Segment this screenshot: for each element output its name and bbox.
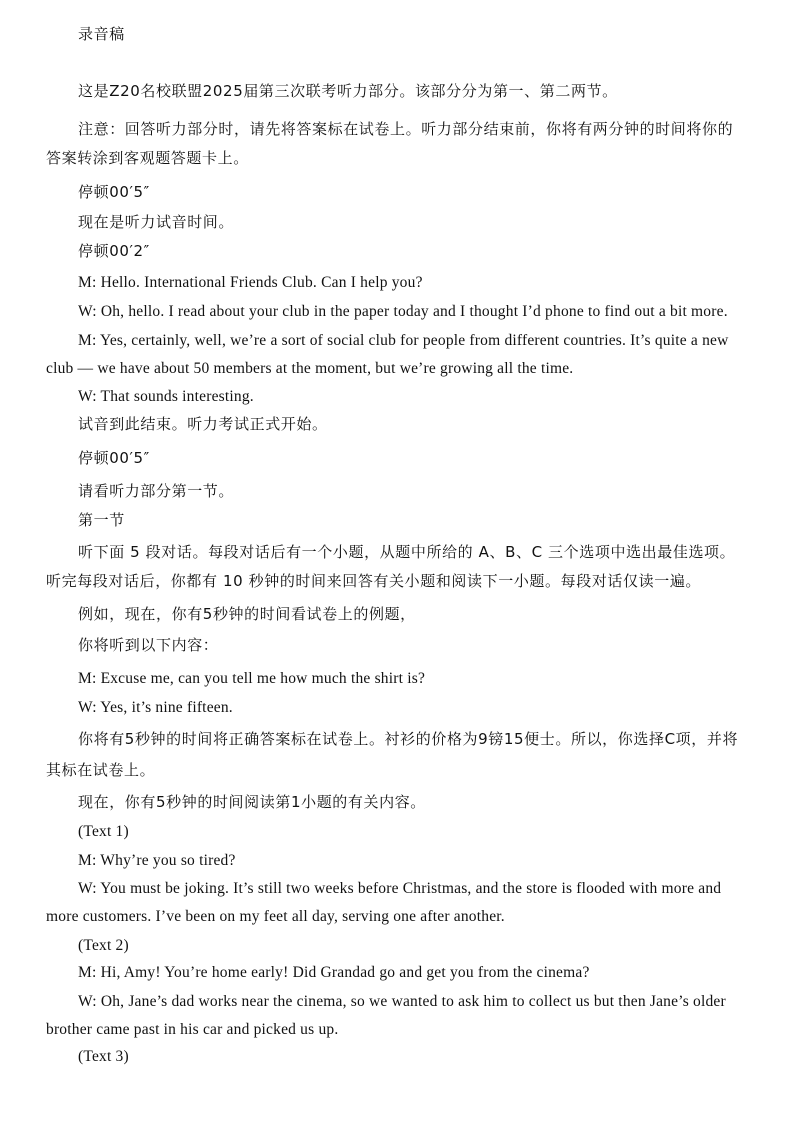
answer-line-1: 你将有5秒钟的时间将正确答案标在试卷上。衬衫的价格为9镑15便士。所以，你选择C项，并将 xyxy=(78,730,739,748)
pause-marker: 停顿00′2″ xyxy=(78,242,150,260)
notice-line-1: 注意：回答听力部分时，请先将答案标在试卷上。听力部分结束前，你将有两分钟的时间将你的 xyxy=(78,120,734,138)
example-intro-line: 例如，现在，你有5秒钟的时间看试卷上的例题， xyxy=(78,605,416,623)
read-question-line: 现在，你有5秒钟的时间阅读第1小题的有关内容。 xyxy=(78,793,426,811)
trial-end-line: 试音到此结束。听力考试正式开始。 xyxy=(78,415,328,433)
instruction-line-2: 听完每段对话后，你都有 10 秒钟的时间来回答有关小题和阅读下一小题。每段对话仅读一遍。 xyxy=(46,572,702,590)
dialogue-line: club — we have about 50 members at the moment, but we’re growing all the time. xyxy=(46,360,574,377)
dialogue-line: W: Oh, hello. I read about your club in the paper today and I thought I’d phone to find out a bit more. xyxy=(78,303,728,320)
transcript-heading: 录音稿 xyxy=(78,25,125,43)
pause-marker: 停顿00′5″ xyxy=(78,183,150,201)
pause-marker: 停顿00′5″ xyxy=(78,449,150,467)
dialogue-line: M: Why’re you so tired? xyxy=(78,852,236,869)
dialogue-line: more customers. I’ve been on my feet all day, serving one after another. xyxy=(46,908,505,925)
section-prompt: 请看听力部分第一节。 xyxy=(78,482,235,500)
will-hear-line: 你将听到以下内容： xyxy=(78,636,219,654)
dialogue-line: W: Oh, Jane’s dad works near the cinema, so we wanted to ask him to collect us but then Jane’s older xyxy=(78,993,726,1010)
instruction-line-1: 听下面 5 段对话。每段对话后有一个小题，从题中所给的 A、B、C 三个选项中选出最佳选项。 xyxy=(78,543,736,561)
dialogue-line: W: Yes, it’s nine fifteen. xyxy=(78,699,233,716)
intro-line: 这是Z20名校联盟2025届第三次联考听力部分。该部分分为第一、第二两节。 xyxy=(78,82,618,100)
dialogue-line: W: You must be joking. It’s still two weeks before Christmas, and the store is flooded with more and xyxy=(78,880,722,897)
text-label: (Text 1) xyxy=(78,823,129,840)
dialogue-line: M: Hello. International Friends Club. Can I help you? xyxy=(78,274,423,291)
section-title: 第一节 xyxy=(78,511,125,529)
dialogue-line: M: Hi, Amy! You’re home early! Did Grandad go and get you from the cinema? xyxy=(78,964,590,981)
dialogue-line: M: Yes, certainly, well, we’re a sort of social club for people from different countries. It’s quite a new xyxy=(78,332,729,349)
notice-line-2: 答案转涂到客观题答题卡上。 xyxy=(46,149,249,167)
text-label: (Text 2) xyxy=(78,937,129,954)
text-label: (Text 3) xyxy=(78,1048,129,1065)
answer-line-2: 其标在试卷上。 xyxy=(46,761,156,779)
dialogue-line: W: That sounds interesting. xyxy=(78,388,254,405)
trial-time-line: 现在是听力试音时间。 xyxy=(78,213,235,231)
dialogue-line: brother came past in his car and picked us up. xyxy=(46,1021,339,1038)
dialogue-line: M: Excuse me, can you tell me how much the shirt is? xyxy=(78,670,426,687)
